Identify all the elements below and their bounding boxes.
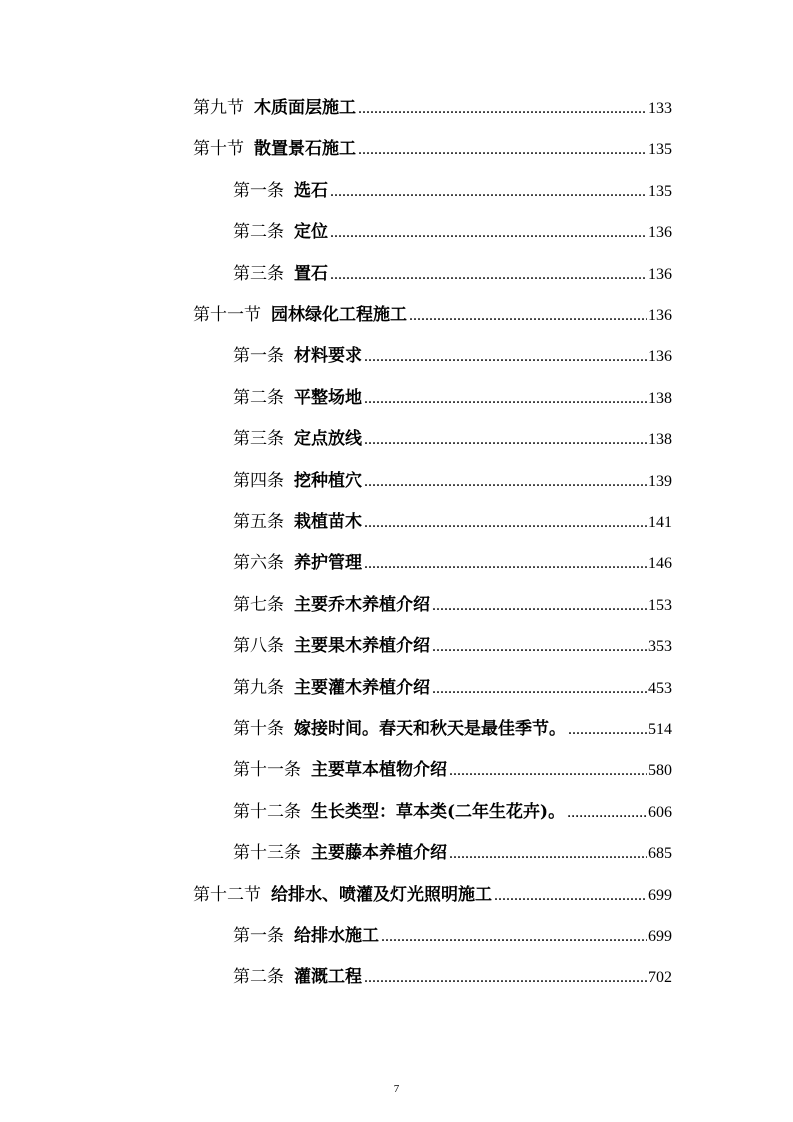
toc-entry-page: 138	[648, 431, 672, 449]
toc-dot-leader	[432, 591, 647, 621]
toc-entry[interactable]	[233, 217, 672, 247]
toc-entry[interactable]	[233, 838, 672, 868]
toc-entry-title: 选石	[294, 180, 328, 201]
toc-entry-page: 580	[648, 762, 672, 780]
toc-dot-leader	[449, 756, 647, 786]
toc-entry-title: 材料要求	[294, 346, 362, 367]
toc-entry-page: 153	[648, 596, 672, 614]
toc-entry-number: 第九条	[233, 677, 284, 698]
toc-entry-number: 第七条	[233, 594, 284, 615]
toc-dot-leader	[364, 508, 647, 538]
toc-entry-number: 第三条	[233, 263, 284, 284]
toc-entry-number: 第十一条	[233, 760, 301, 781]
toc-entry-page: 353	[648, 638, 672, 656]
toc-dot-leader	[358, 94, 647, 124]
toc-entry-title: 生长类型：草本类(二年生花卉)。	[311, 801, 566, 822]
toc-entry-title: 平整场地	[294, 387, 362, 408]
toc-dot-leader	[432, 674, 647, 704]
toc-entry[interactable]	[233, 590, 672, 620]
toc-entry-title: 置石	[294, 263, 328, 284]
toc-entry-page: 146	[648, 555, 672, 573]
toc-entry-page: 514	[648, 721, 672, 738]
toc-entry-page: 606	[648, 803, 672, 821]
toc-entry[interactable]	[233, 548, 672, 578]
toc-entry[interactable]	[193, 134, 672, 164]
toc-entry[interactable]	[233, 714, 672, 744]
toc-entry-title: 主要果木养植介绍	[294, 636, 430, 657]
toc-entry-page: 135	[648, 141, 672, 159]
toc-dot-leader	[330, 177, 647, 207]
toc-entry-number: 第十二节	[193, 884, 261, 905]
toc-entry-title: 给排水、喷灌及灯光照明施工	[271, 884, 492, 905]
toc-entry-title: 定位	[294, 222, 328, 243]
toc-entry[interactable]	[233, 259, 672, 289]
toc-dot-leader	[358, 135, 647, 165]
toc-entry-page: 136	[648, 348, 672, 366]
toc-entry-number: 第九节	[193, 98, 244, 118]
toc-dot-leader	[568, 715, 647, 745]
toc-entry[interactable]	[233, 341, 672, 371]
toc-dot-leader	[364, 963, 647, 993]
toc-entry[interactable]	[233, 176, 672, 206]
toc-entry-title: 主要乔木养植介绍	[294, 594, 430, 615]
toc-entry-page: 136	[648, 265, 672, 283]
toc-entry-number: 第十一节	[193, 305, 261, 325]
page-number: 7	[393, 1083, 400, 1095]
toc-entry-page: 135	[648, 182, 672, 200]
toc-entry-number: 第二条	[233, 222, 284, 243]
toc-entry[interactable]	[233, 383, 672, 413]
toc-dot-leader	[432, 632, 647, 662]
toc-entry[interactable]	[233, 962, 672, 992]
toc-entry-title: 木质面层施工	[254, 98, 356, 118]
toc-entry-number: 第三条	[233, 429, 284, 450]
toc-dot-leader	[364, 342, 647, 372]
toc-entry[interactable]	[233, 673, 672, 703]
toc-entry-number: 第二条	[233, 387, 284, 408]
toc-entry-number: 第二条	[233, 967, 284, 988]
toc-entry-page: 702	[648, 969, 672, 987]
toc-entry-title: 主要藤本养植介绍	[311, 843, 447, 864]
toc-entry-number: 第十二条	[233, 801, 301, 822]
toc-dot-leader	[409, 301, 647, 331]
toc-dot-leader	[364, 549, 647, 579]
toc-entry-number: 第八条	[233, 636, 284, 657]
toc-entry-title: 给排水施工	[294, 926, 379, 946]
toc-dot-leader	[330, 260, 647, 290]
toc-entry-number: 第六条	[233, 553, 284, 574]
toc-entry[interactable]	[233, 797, 672, 827]
toc-entry-page: 699	[648, 886, 672, 904]
toc-entry[interactable]	[233, 466, 672, 496]
toc-entry-page: 141	[648, 514, 672, 531]
toc-entry[interactable]	[233, 921, 672, 951]
toc-entry-title: 栽植苗木	[294, 512, 362, 532]
toc-entry-title: 灌溉工程	[294, 967, 362, 988]
toc-dot-leader	[364, 384, 647, 414]
toc-entry[interactable]	[233, 631, 672, 661]
toc-entry-title: 园林绿化工程施工	[271, 305, 407, 325]
toc-entry-title: 挖种植穴	[294, 470, 362, 491]
toc-entry-number: 第十节	[193, 139, 244, 160]
toc-entry-number: 第十条	[233, 719, 284, 739]
toc-entry-page: 136	[648, 307, 672, 324]
toc-entry[interactable]	[233, 424, 672, 454]
toc-entry-title: 嫁接时间。春天和秋天是最佳季节。	[294, 719, 566, 739]
toc-dot-leader	[364, 467, 647, 497]
toc-entry-number: 第十三条	[233, 843, 301, 864]
toc-entry[interactable]	[193, 93, 672, 123]
toc-dot-leader	[449, 839, 647, 869]
toc-entry-number: 第一条	[233, 926, 284, 946]
toc-entry-title: 散置景石施工	[254, 139, 356, 160]
toc-entry-page: 685	[648, 845, 672, 863]
toc-entry-number: 第一条	[233, 180, 284, 201]
toc-entry-title: 养护管理	[294, 553, 362, 574]
toc-entry-page: 136	[648, 224, 672, 242]
toc-entry-page: 139	[648, 472, 672, 490]
toc-entry-title: 主要灌木养植介绍	[294, 677, 430, 698]
toc-entry-page: 453	[648, 679, 672, 697]
toc-entry-number: 第四条	[233, 470, 284, 491]
toc-entry-page: 699	[648, 928, 672, 945]
toc-entry-number: 第五条	[233, 512, 284, 532]
toc-entry-page: 133	[648, 100, 672, 117]
toc-dot-leader	[494, 881, 647, 911]
toc-entry-title: 主要草本植物介绍	[311, 760, 447, 781]
toc-entry[interactable]	[233, 507, 672, 537]
toc-entry-number: 第一条	[233, 346, 284, 367]
toc-entry[interactable]	[193, 300, 672, 330]
toc-dot-leader	[381, 922, 647, 952]
toc-dot-leader	[567, 798, 647, 828]
toc-entry[interactable]	[193, 880, 672, 910]
toc-entry-page: 138	[648, 389, 672, 407]
toc-entry[interactable]	[233, 755, 672, 785]
toc-entry-title: 定点放线	[294, 429, 362, 450]
toc-dot-leader	[330, 218, 647, 248]
toc-dot-leader	[364, 425, 647, 455]
